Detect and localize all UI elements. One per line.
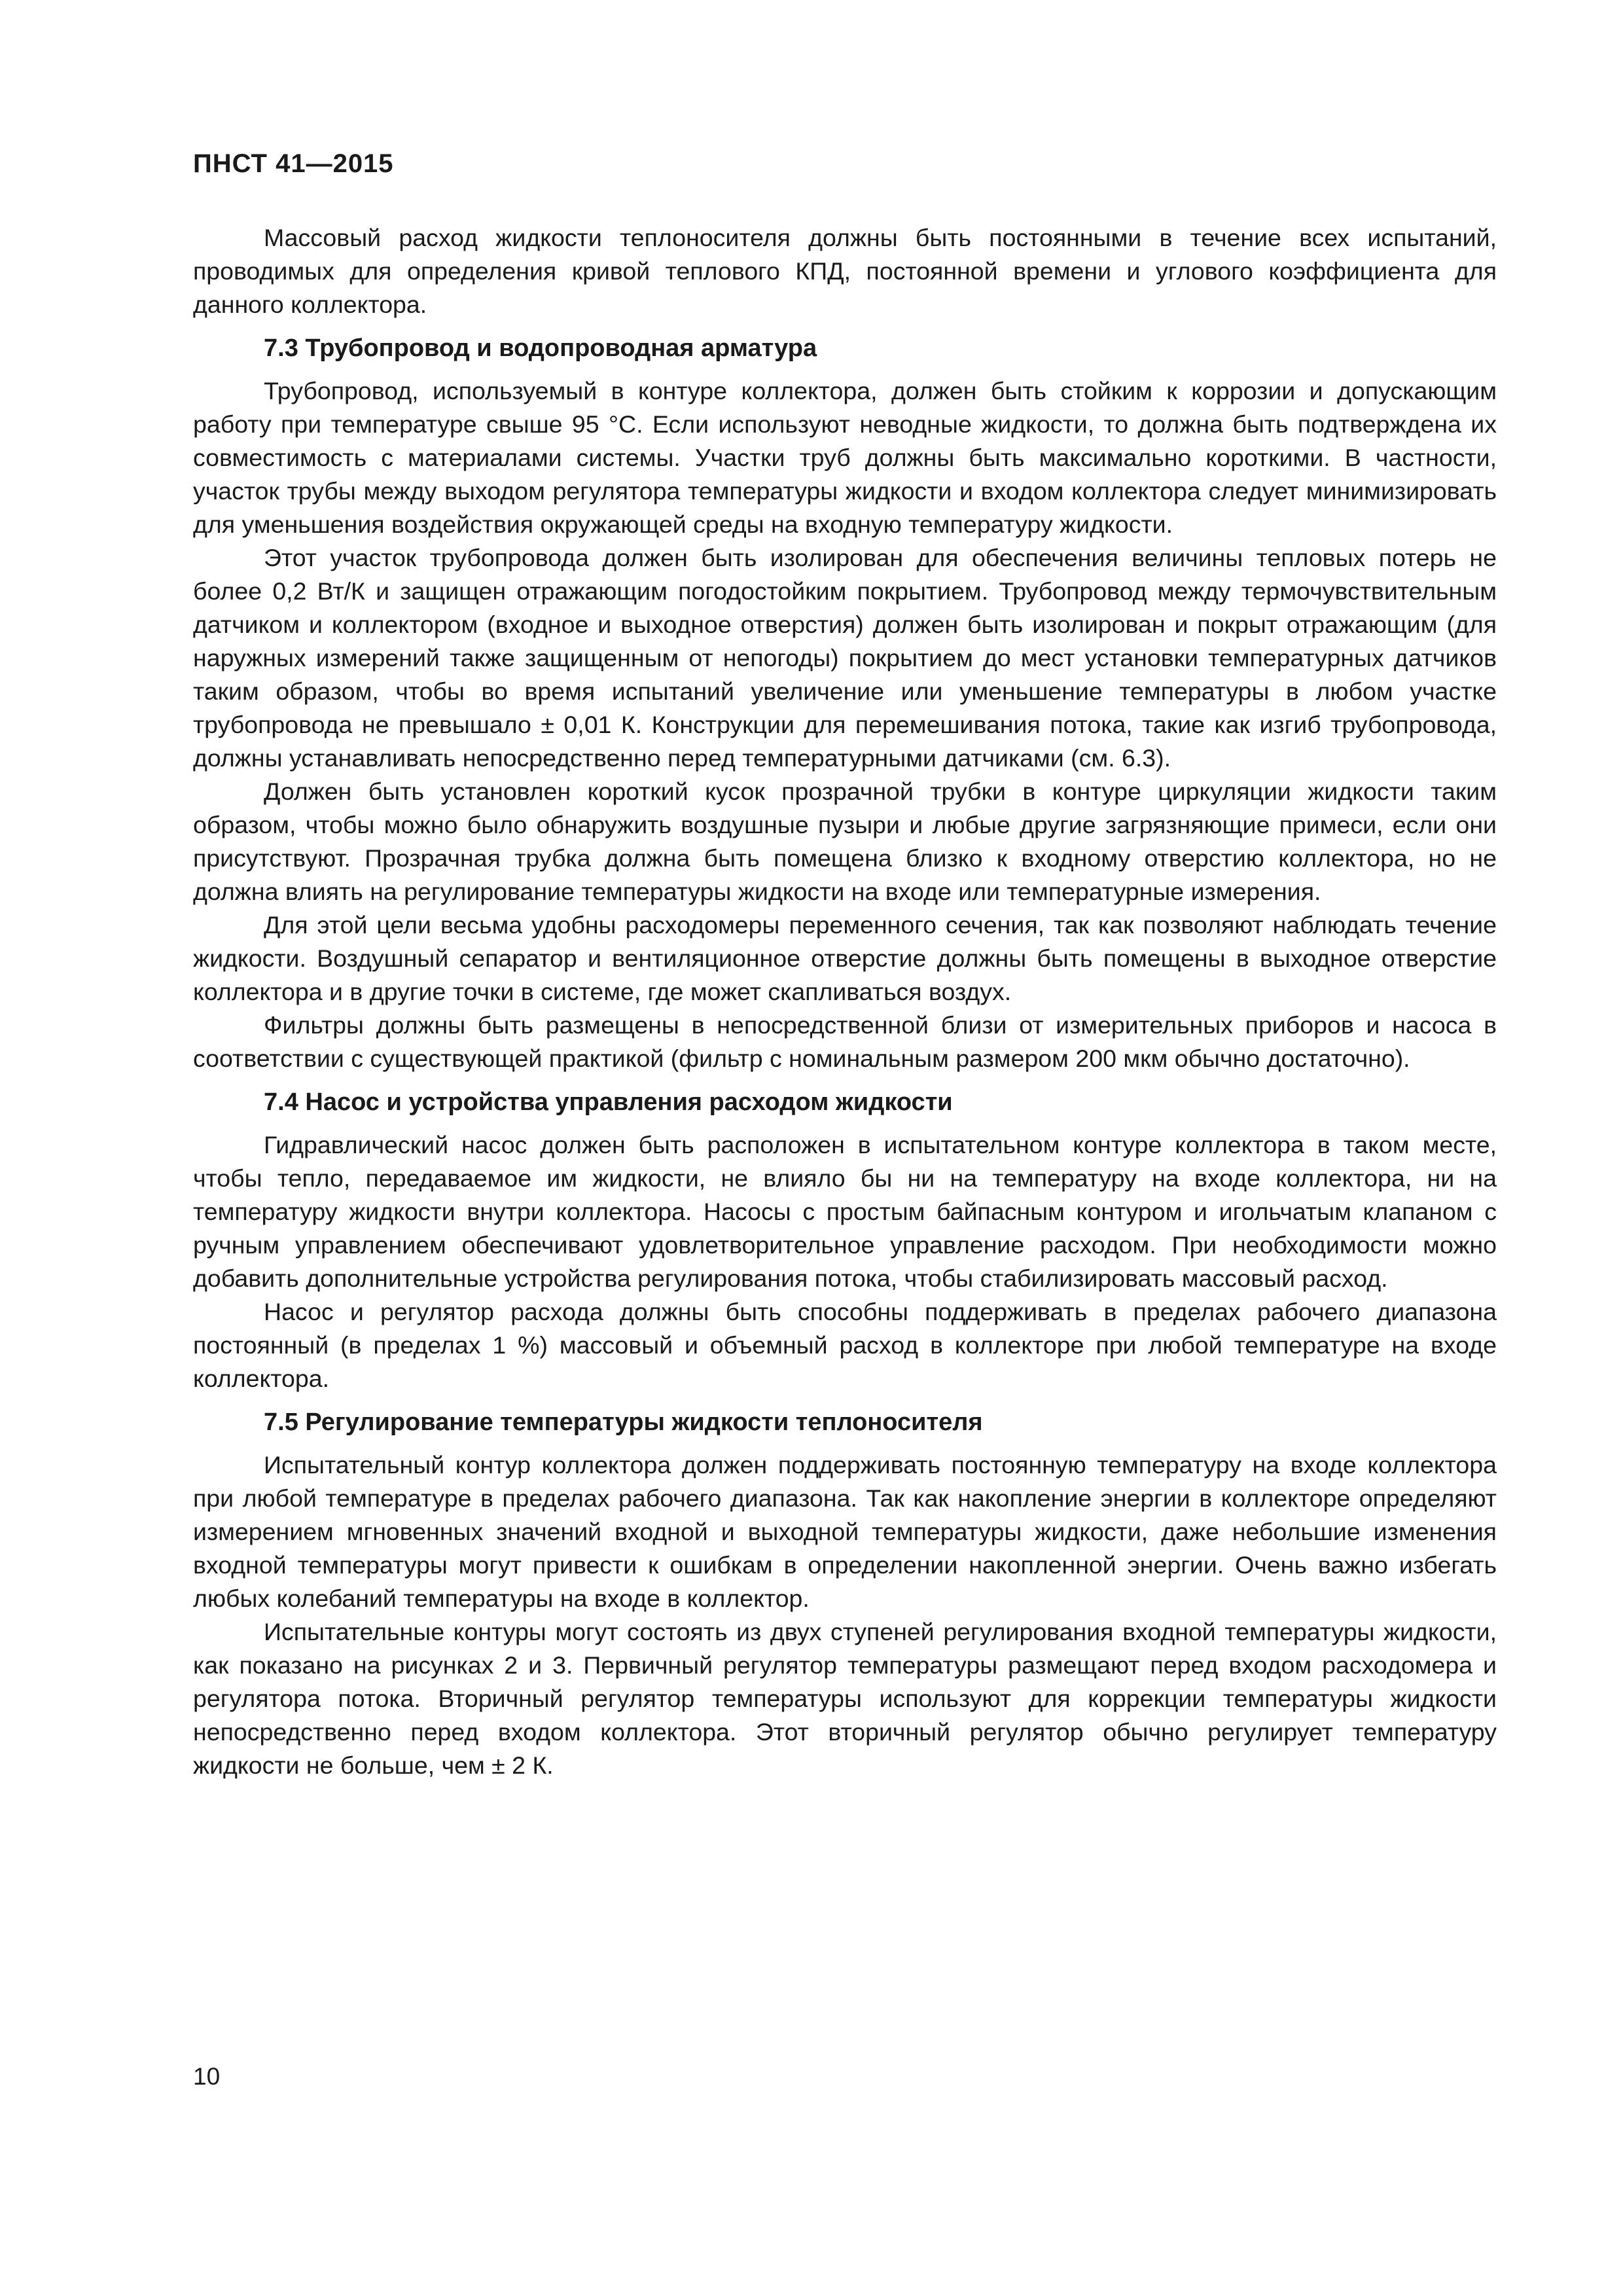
section-7-4-paragraph-1: Гидравлический насос должен быть расположен в испытательном контуре коллектора в таком месте, чтобы тепло, передаваемое им жидкости, не влияло бы ни на температуру на входе коллектора, ни на температуру жидкости внутри коллектора. Насосы с простым байпасным контуром и игольчатым клапаном с ручным управлением обеспечивают удовлетворительное управление расходом. При необходимости можно добавить дополнительные устройства регулирования потока, чтобы стабилизировать массовый расход. [193,1131,1497,1292]
intro-paragraph: Массовый расход жидкости теплоносителя должны быть постоянными в течение всех испытаний, проводимых для определения кривой теплового КПД, постоянной времени и углового коэффициента для данного коллектора. [193,224,1497,318]
section-7-3-title: 7.3 Трубопровод и водопроводная арматура [264,334,817,362]
page-content [193,221,1497,1782]
document-id-header: ПНСТ 41—2015 [193,149,394,178]
section-7-3-paragraph-2: Этот участок трубопровода должен быть изолирован для обеспечения величины тепловых потерь не более 0,2 Вт/К и защищен отражающим погодостойким покрытием. Трубопровод между термочувствительным датчиком и коллектором (входное и выходное отверстия) должен быть изолирован и покрыт отражающим (для наружных измерений также защищенным от непогоды) покрытием до мест установки температурных датчиков таким образом, чтобы во время испытаний увеличение или уменьшение температуры в любом участке трубопровода не превышало ± 0,01 К. Конструкции для перемешивания потока, такие как изгиб трубопровода, должны устанавливать непосредственно перед температурными датчиками (см. 6.3). [193,544,1497,772]
section-7-5 [193,1406,1497,1782]
section-7-5-paragraph-1: Испытательный контур коллектора должен поддерживать постоянную температуру на входе коллектора при любой температуре в пределах рабочего диапазона. Так как накопление энергии в коллекторе определяют измерением мгновенных значений входной и выходной температуры жидкости, даже небольшие изменения входной температуры могут привести к ошибкам в определении накопленной энергии. Очень важно избегать любых колебаний температуры на входе в коллектор. [193,1451,1497,1612]
page-number: 10 [193,2063,221,2090]
section-7-4 [193,1086,1497,1395]
section-7-3-paragraph-3: Должен быть установлен короткий кусок прозрачной трубки в контуре циркуляции жидкости таким образом, чтобы можно было обнаружить воздушные пузыри и любые другие загрязняющие примеси, если они присутствуют. Прозрачная трубка должна быть помещена близко к входному отверстию коллектора, но не должна влиять на регулирование температуры жидкости на входе или температурные измерения. [193,778,1497,905]
section-7-3 [193,332,1497,1075]
section-7-3-paragraph-4: Для этой цели весьма удобны расходомеры переменного сечения, так как позволяют наблюдать течение жидкости. Воздушный сепаратор и вентиляционное отверстие должны быть помещены в выходное отверстие коллектора и в другие точки в системе, где может скапливаться воздух. [193,911,1497,1005]
section-7-5-paragraph-2: Испытательные контуры могут состоять из двух ступеней регулирования входной температуры жидкости, как показано на рисунках 2 и 3. Первичный регулятор температуры размещают перед входом расходомера и регулятора потока. Вторичный регулятор температуры используют для коррекции температуры жидкости непосредственно перед входом коллектора. Этот вторичный регулятор обычно регулирует температуру жидкости не больше, чем ± 2 К. [193,1618,1497,1779]
section-7-4-paragraph-2: Насос и регулятор расхода должны быть способны поддерживать в пределах рабочего диапазона постоянный (в пределах 1 %) массовый и объемный расход в коллекторе при любой температуре на входе коллектора. [193,1298,1497,1392]
section-7-3-paragraph-1: Трубопровод, используемый в контуре коллектора, должен быть стойким к коррозии и допускающим работу при температуре свыше 95 °С. Если используют неводные жидкости, то должна быть подтверждена их совместимость с материалами системы. Участки труб должны быть максимально короткими. В частности, участок трубы между выходом регулятора температуры жидкости и входом коллектора следует минимизировать для уменьшения воздействия окружающей среды на входную температуру жидкости. [193,377,1497,538]
section-7-5-title: 7.5 Регулирование температуры жидкости теплоносителя [264,1408,983,1436]
section-7-4-title: 7.4 Насос и устройства управления расходом жидкости [264,1088,953,1116]
section-7-3-paragraph-5: Фильтры должны быть размещены в непосредственной близи от измерительных приборов и насоса в соответствии с существующей практикой (фильтр с номинальным размером 200 мкм обычно достаточно). [193,1011,1497,1072]
